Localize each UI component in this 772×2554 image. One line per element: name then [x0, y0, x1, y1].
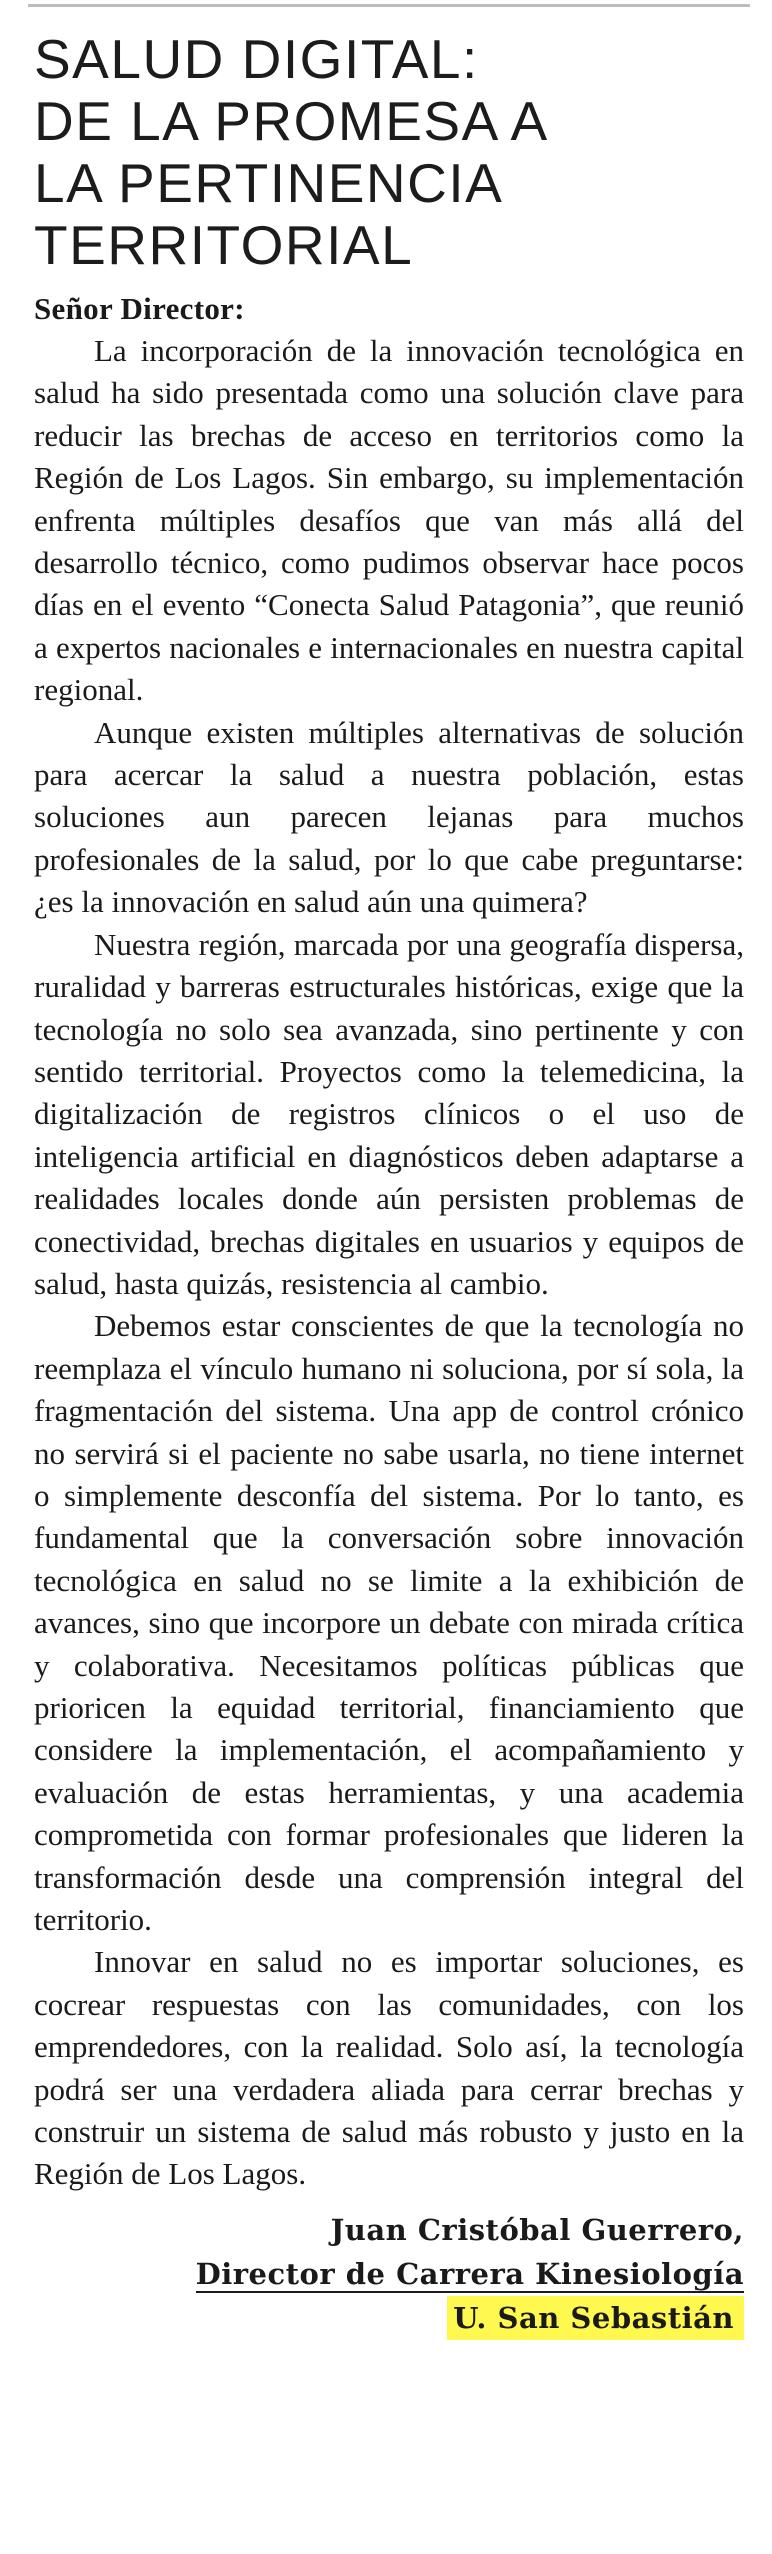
salutation: Señor Director:: [34, 291, 245, 326]
author-name: Juan Cristóbal Guerrero,: [330, 2212, 744, 2247]
paragraph-1: La incorporación de la innovación tecnológica en salud ha sido presentada como una solución clave para reducir las brechas de acceso en territorios como la Región de Los Lagos. Sin embargo, su implementación enfrenta múltiples desafíos que van más allá del desarrollo técnico, como pudimos observar hace pocos días en el evento “Conecta Salud Patagonia”, que reunió a expertos nacionales e internacionales en nuestra capital regional.: [34, 333, 744, 708]
signature-block: [34, 2208, 744, 2340]
headline: [34, 28, 744, 276]
letter-to-editor: [34, 28, 744, 2340]
headline-line-1: SALUD DIGITAL:: [34, 28, 479, 90]
author-role-text: Director de Carrera Kinesiología: [195, 2256, 744, 2291]
author-institution: [34, 2296, 744, 2340]
headline-line-2: DE LA PROMESA A: [34, 90, 549, 152]
paragraph-2: Aunque existen múltiples alternativas de solución para acercar la salud a nuestra población, estas soluciones aun parecen lejanas para muchos profesionales de la salud, por lo que cabe preguntarse: ¿es la innovación en salud aún una quimera?: [34, 714, 744, 920]
paragraph-4: Debemos estar conscientes de que la tecnología no reemplaza el vínculo humano ni soluciona, por sí sola, la fragmentación del sistema. Una app de control crónico no servirá si el paciente no sabe usarla, no tiene internet o simplemente desconfía del sistema. Por lo tanto, es fundamental que la conversación sobre innovación tecnológica en salud no se limite a la exhibición de avances, sino que incorpore un debate con mirada crítica y colaborativa. Necesitamos políticas públicas que prioricen la equidad territorial, financiamiento que considere la implementación, el acompañamiento y evaluación de estas herramientas, y una academia comprometida con formar profesionales que lideren la transformación desde una comprensión integral del territorio.: [34, 1308, 744, 1938]
institution-highlight: U. San Sebastián: [447, 2296, 744, 2340]
paragraph-5: Innovar en salud no es importar soluciones, es cocrear respuestas con las comunidades, con los emprendedores, con la realidad. Solo así, la tecnología podrá ser una verdadera aliada para cerrar brechas y construir un sistema de salud más robusto y justo en la Región de Los Lagos.: [34, 1944, 744, 2192]
top-divider: [28, 4, 750, 7]
headline-line-3: LA PERTINENCIA: [34, 152, 504, 214]
paragraph-3: Nuestra región, marcada por una geografía dispersa, ruralidad y barreras estructurales históricas, exige que la tecnología no solo sea avanzada, sino pertinente y con sentido territorial. Proyectos como la telemedicina, la digitalización de registros clínicos o el uso de inteligencia artificial en diagnósticos deben adaptarse a realidades locales donde aún persisten problemas de conectividad, brechas digitales en usuarios y equipos de salud, hasta quizás, resistencia al cambio.: [34, 926, 744, 1301]
author-role: [34, 2252, 744, 2296]
letter-body: [34, 330, 744, 2196]
headline-line-4: TERRITORIAL: [34, 214, 414, 276]
